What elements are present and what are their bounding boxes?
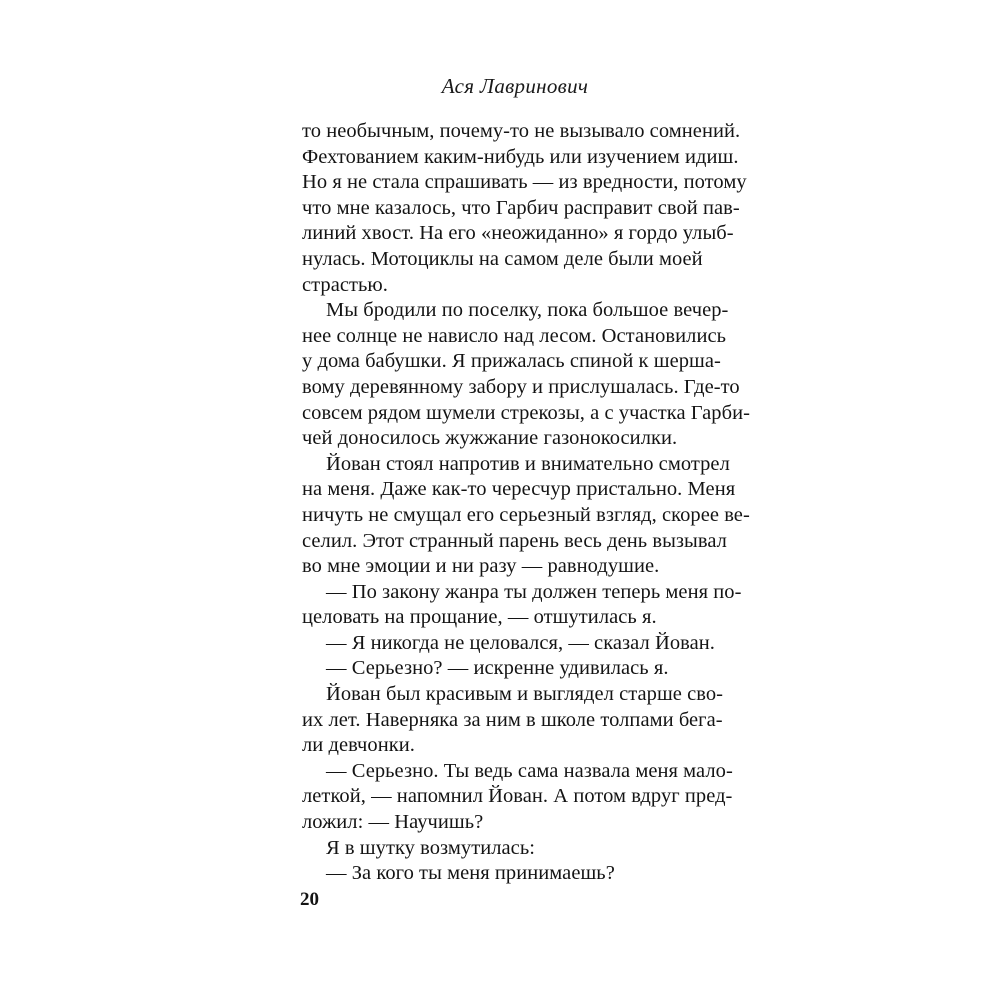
body-text <box>302 119 750 887</box>
text-line: что мне казалось, что Гарбич расправит свой пав- <box>302 196 740 219</box>
text-line: чей доносилось жужжание газонокосилки. <box>302 427 678 450</box>
text-line: нее солнце не нависло над лесом. Остановились <box>302 324 727 347</box>
text-line: — За кого ты меня принимаешь? <box>326 862 615 885</box>
text-line: совсем рядом шумели стрекозы, а с участка Гарби- <box>302 401 750 424</box>
text-line: ли девчонки. <box>302 734 415 757</box>
text-line: Йован стоял напротив и внимательно смотрел <box>326 452 730 475</box>
text-line: ничуть не смущал его серьезный взгляд, скорее ве- <box>302 503 750 526</box>
text-line: страстью. <box>302 273 388 296</box>
text-line: линий хвост. На его «неожиданно» я гордо улыб- <box>302 222 734 245</box>
text-line: селил. Этот странный парень весь день вызывал <box>302 529 727 552</box>
text-line: — Я никогда не целовался, — сказал Йован. <box>326 631 715 654</box>
text-line: нулась. Мотоциклы на самом деле были моей <box>302 247 703 270</box>
text-line: — Серьезно? — искренне удивилась я. <box>326 657 669 680</box>
text-line: — По закону жанра ты должен теперь меня по- <box>326 580 742 603</box>
text-line: целовать на прощание, — отшутилась я. <box>302 606 657 629</box>
text-line: Я в шутку возмутилась: <box>326 836 535 859</box>
text-line: Йован был красивым и выглядел старше сво- <box>326 683 724 706</box>
running-head-author: Ася Лавринович <box>441 74 589 98</box>
text-line: вому деревянному забору и прислушалась. Где-то <box>302 375 740 398</box>
text-line: ложил: — Научишь? <box>302 811 484 834</box>
text-line: Но я не стала спрашивать — из вредности, потому <box>302 171 747 194</box>
text-line: — Серьезно. Ты ведь сама назвала меня мало- <box>326 759 733 782</box>
text-line: у дома бабушки. Я прижалась спиной к шерша- <box>302 350 721 373</box>
text-line: на меня. Даже как-то чересчур пристально. Меня <box>302 478 736 501</box>
text-line: Мы бродили по поселку, пока большое вечер- <box>326 299 729 322</box>
page-number: 20 <box>300 889 319 910</box>
text-line: их лет. Наверняка за ним в школе толпами бега- <box>302 708 723 731</box>
text-line: во мне эмоции и ни разу — равнодушие. <box>302 555 660 578</box>
text-line: то необычным, почему-то не вызывало сомнений. <box>302 120 741 142</box>
text-line: леткой, — напомнил Йован. А потом вдруг пред- <box>302 785 733 808</box>
text-line: Фехтованием каким-нибудь или изучением идиш. <box>302 145 739 168</box>
